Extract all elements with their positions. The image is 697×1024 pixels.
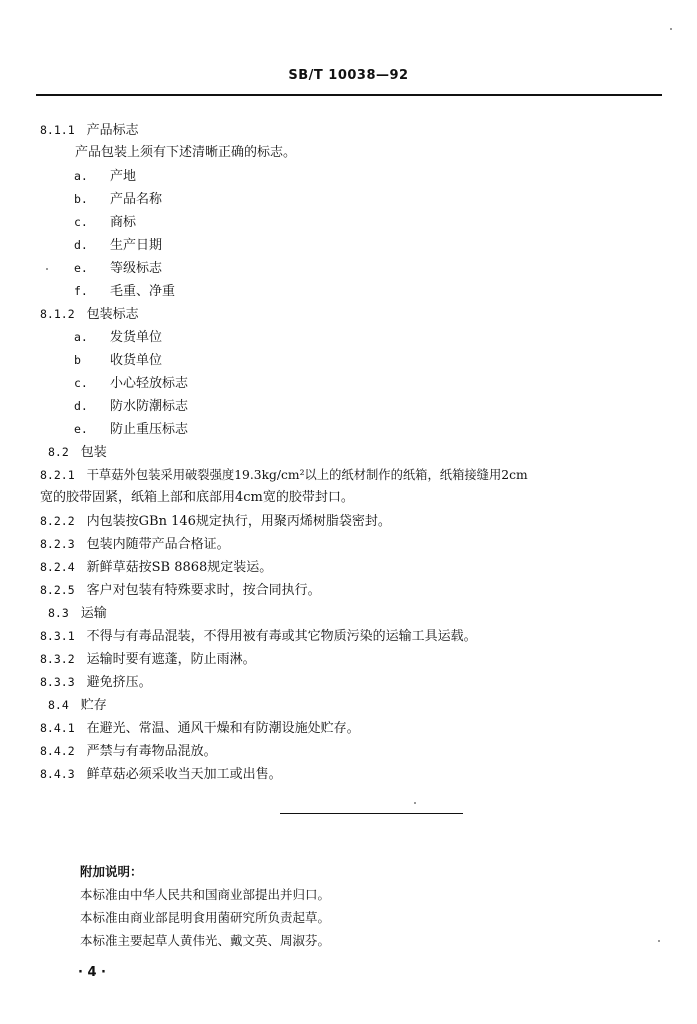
section-number: 8.3: [48, 606, 69, 620]
clause-number: 8.2.5: [40, 583, 75, 597]
list-marker: e.: [74, 261, 88, 275]
list-marker: a.: [74, 330, 88, 344]
list-marker: e.: [74, 422, 88, 436]
list-item: [74, 260, 162, 277]
clause-8-2-3: [40, 536, 230, 553]
scan-speck: [658, 940, 660, 942]
list-text: 收货单位: [110, 353, 163, 368]
list-text: 产品名称: [110, 192, 163, 207]
clause-number: 8.4.3: [40, 767, 75, 781]
clause-8-4-3: [40, 766, 282, 783]
list-marker: c.: [74, 376, 88, 390]
standard-code-header: SB/T 10038—92: [288, 68, 409, 83]
clause-number: 8.2.1: [40, 468, 75, 482]
clause-text: 在避光、常温、通风干燥和有防潮设施处贮存。: [86, 721, 360, 736]
clause-text: 干草菇外包装采用破裂强度19.3kg/cm²以上的纸材制作的纸箱，纸箱接缝用2cm: [86, 468, 528, 482]
clause-text: 严禁与有毒物品混放。: [86, 744, 217, 759]
clause-text: 产品标志: [86, 123, 139, 138]
note-line: 本标准由中华人民共和国商业部提出并归口。: [80, 887, 331, 902]
section-title: 包装: [80, 445, 107, 460]
list-item: [74, 421, 188, 438]
clause-number: 8.4.1: [40, 721, 75, 735]
clause-text: 鲜草菇必须采收当天加工或出售。: [86, 767, 282, 782]
section-title: 贮存: [80, 698, 107, 713]
list-text: 防止重压标志: [110, 422, 189, 437]
list-text: 等级标志: [110, 261, 163, 276]
section-title: 运输: [80, 606, 107, 621]
clause-number: 8.1.1: [40, 123, 75, 137]
list-text: 产地: [110, 169, 137, 184]
list-item: [74, 191, 162, 208]
list-item: [74, 398, 188, 415]
clause-text: 内包装按GBn 146规定执行，用聚丙烯树脂袋密封。: [86, 514, 391, 529]
clause-8-4-2: [40, 743, 217, 760]
scan-speck: [670, 28, 672, 30]
clause-8-2-2: [40, 513, 391, 530]
list-item: [74, 352, 162, 369]
list-marker: d.: [74, 399, 88, 413]
section-number: 8.2: [48, 445, 69, 459]
list-marker: f.: [74, 284, 88, 298]
list-item: [74, 214, 136, 231]
clause-8-2-5: [40, 582, 321, 599]
section-8-4: [48, 697, 107, 714]
list-text: 毛重、净重: [110, 284, 176, 299]
clause-8-2-1: [40, 467, 528, 483]
clause-8-1-2: [40, 306, 139, 323]
list-item: [74, 168, 136, 185]
list-marker: d.: [74, 238, 88, 252]
clause-text: 运输时要有遮蓬，防止雨淋。: [86, 652, 256, 667]
note-line: 本标准主要起草人黄伟光、戴文英、周淑芬。: [80, 933, 331, 948]
list-marker: c.: [74, 215, 88, 229]
paragraph-line: [40, 490, 354, 506]
clause-8-3-3: [40, 674, 152, 691]
list-item: [74, 329, 162, 346]
clause-text: 新鲜草菇按SB 8868规定装运。: [86, 560, 273, 575]
list-item: [74, 237, 162, 254]
clause-number: 8.2.4: [40, 560, 75, 574]
clause-text: 包装内随带产品合格证。: [86, 537, 230, 552]
scan-speck: [414, 802, 416, 804]
clause-text: 不得与有毒品混装，不得用被有毒或其它物质污染的运输工具运载。: [86, 629, 477, 644]
clause-number: 8.3.2: [40, 652, 75, 666]
additional-notes-title: 附加说明：: [80, 864, 143, 879]
list-text: 小心轻放标志: [110, 376, 189, 391]
paragraph-text: 宽的胶带固紧，纸箱上部和底部用4cm宽的胶带封口。: [40, 490, 354, 505]
header-rule: [36, 94, 662, 96]
list-item: [74, 283, 175, 300]
scan-speck: [46, 268, 48, 270]
list-text: 商标: [110, 215, 137, 230]
list-marker: b: [74, 353, 81, 367]
clause-number: 8.3.3: [40, 675, 75, 689]
section-8-3: [48, 605, 107, 622]
clause-number: 8.2.3: [40, 537, 75, 551]
clause-8-2-4: [40, 559, 272, 576]
list-marker: a.: [74, 169, 88, 183]
clause-number: 8.3.1: [40, 629, 75, 643]
section-number: 8.4: [48, 698, 69, 712]
clause-8-4-1: [40, 720, 360, 737]
clause-number: 8.2.2: [40, 514, 75, 528]
section-8-2: [48, 444, 107, 461]
page-number: · 4 ·: [78, 965, 106, 980]
paragraph-text: 产品包装上须有下述清晰正确的标志。: [75, 145, 297, 160]
list-marker: b.: [74, 192, 88, 206]
list-item: [74, 375, 188, 392]
clause-number: 8.4.2: [40, 744, 75, 758]
clause-text: 避免挤压。: [86, 675, 152, 690]
list-text: 生产日期: [110, 238, 163, 253]
paragraph-line: [75, 145, 296, 161]
clause-number: 8.1.2: [40, 307, 75, 321]
clause-text: 客户对包装有特殊要求时，按合同执行。: [86, 583, 321, 598]
note-line: 本标准由商业部昆明食用菌研究所负责起草。: [80, 910, 331, 925]
clause-8-1-1: [40, 122, 139, 139]
list-text: 防水防潮标志: [110, 399, 189, 414]
clause-8-3-1: [40, 628, 477, 645]
clause-text: 包装标志: [86, 307, 139, 322]
clause-8-3-2: [40, 651, 256, 668]
end-of-standard-rule: [280, 813, 463, 814]
list-text: 发货单位: [110, 330, 163, 345]
